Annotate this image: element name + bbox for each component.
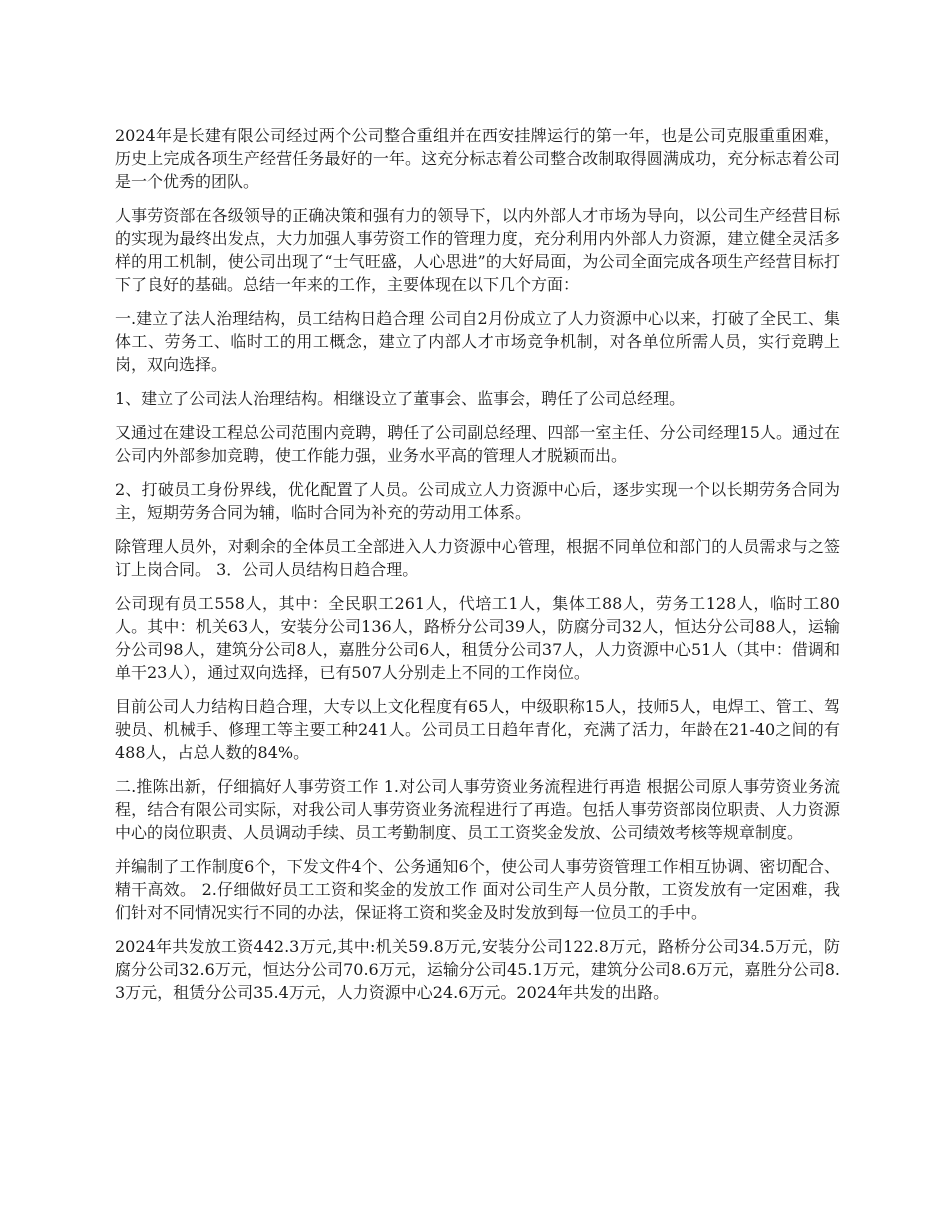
document-body bbox=[115, 124, 840, 1004]
paragraph-item-one: 1、建立了公司法人治理结构。相继设立了董事会、监事会，聘任了公司总经理。 bbox=[115, 389, 686, 408]
paragraph-intro: 2024年是长建有限公司经过两个公司整合重组并在西安挂牌运行的第一年，也是公司克服重重困难，历史上完成各项生产经营任务最好的一年。这充分标志着公司整合改制取得圆满成功，充分标志着公司是一个优秀的团队。 bbox=[115, 126, 840, 191]
paragraph-section-one: 一.建立了法人治理结构，员工结构日趋合理 公司自2月份成立了人力资源中心以来，打破了全民工、集体工、劳务工、临时工的用工概念，建立了内部人才市场竞争机制，对各单位所需人员，实行竞聘上岗，双向选择。 bbox=[115, 309, 840, 374]
paragraph-rules: 并编制了工作制度6个，下发文件4个、公务通知6个，使公司人事劳资管理工作相互协调、密切配合、精干高效。 2.仔细做好员工工资和奖金的发放工作 面对公司生产人员分散，工资发放有一定困难，我们针对不同情况实行不同的办法，保证将工资和奖金及时发放到每一位员工的手中。 bbox=[115, 857, 840, 922]
paragraph-item-two: 2、打破员工身份界线，优化配置了人员。公司成立人力资源中心后，逐步实现一个以长期劳务合同为主，短期劳务合同为辅，临时合同为补充的劳动用工体系。 bbox=[115, 480, 840, 522]
paragraph-competition: 又通过在建设工程总公司范围内竞聘，聘任了公司副总经理、四部一室主任、分公司经理15人。通过在公司内外部参加竞聘，使工作能力强，业务水平高的管理人才脱颖而出。 bbox=[115, 423, 840, 465]
paragraph-overview: 人事劳资部在各级领导的正确决策和强有力的领导下，以内外部人才市场为导向，以公司生产经营目标的实现为最终出发点，大力加强人事劳资工作的管理力度，充分利用内外部人力资源，建立健全灵活多样的用工机制，使公司出现了“士气旺盛，人心思进”的大好局面，为公司全面完成各项生产经营目标打下了良好的基础。总结一年来的工作，主要体现在以下几个方面： bbox=[115, 206, 840, 294]
paragraph-staff-count: 公司现有员工558人，其中：全民职工261人，代培工1人，集体工88人，劳务工128人，临时工80人。其中：机关63人，安装分公司136人，路桥分公司39人，防腐分司32人，恒达分公司88人，运输分公司98人，建筑分公司8人，嘉胜分公司6人，租赁分公司37人，人力资源中心51人（其中：借调和单干23人），通过双向选择，已有507人分别走上不同的工作岗位。 bbox=[115, 594, 840, 682]
paragraph-wages: 2024年共发放工资442.3万元,其中:机关59.8万元,安装分公司122.8万元，路桥分公司34.5万元，防腐分公司32.6万元，恒达分公司70.6万元，运输分公司45.1万元，建筑分公司8.6万元，嘉胜分公司8.3万元，租赁分公司35.4万元，人力资源中心24.6万元。2024年共发的出路。 bbox=[115, 937, 840, 1002]
paragraph-management: 除管理人员外，对剩余的全体员工全部进入人力资源中心管理，根据不同单位和部门的人员需求与之签订上岗合同。 3．公司人员结构日趋合理。 bbox=[115, 537, 840, 579]
paragraph-structure: 目前公司人力结构日趋合理，大专以上文化程度有65人，中级职称15人，技师5人，电焊工、管工、驾驶员、机械手、修理工等主要工种241人。公司员工日趋年青化，充满了活力，年龄在21-40之间的有488人，占总人数的84%。 bbox=[115, 697, 840, 762]
paragraph-section-two: 二.推陈出新，仔细搞好人事劳资工作 1.对公司人事劳资业务流程进行再造 根据公司原人事劳资业务流程，结合有限公司实际，对我公司人事劳资业务流程进行了再造。包括人事劳资部岗位职责、人力资源中心的岗位职责、人员调动手续、员工考勤制度、员工工资奖金发放、公司绩效考核等规章制度。 bbox=[115, 777, 840, 842]
